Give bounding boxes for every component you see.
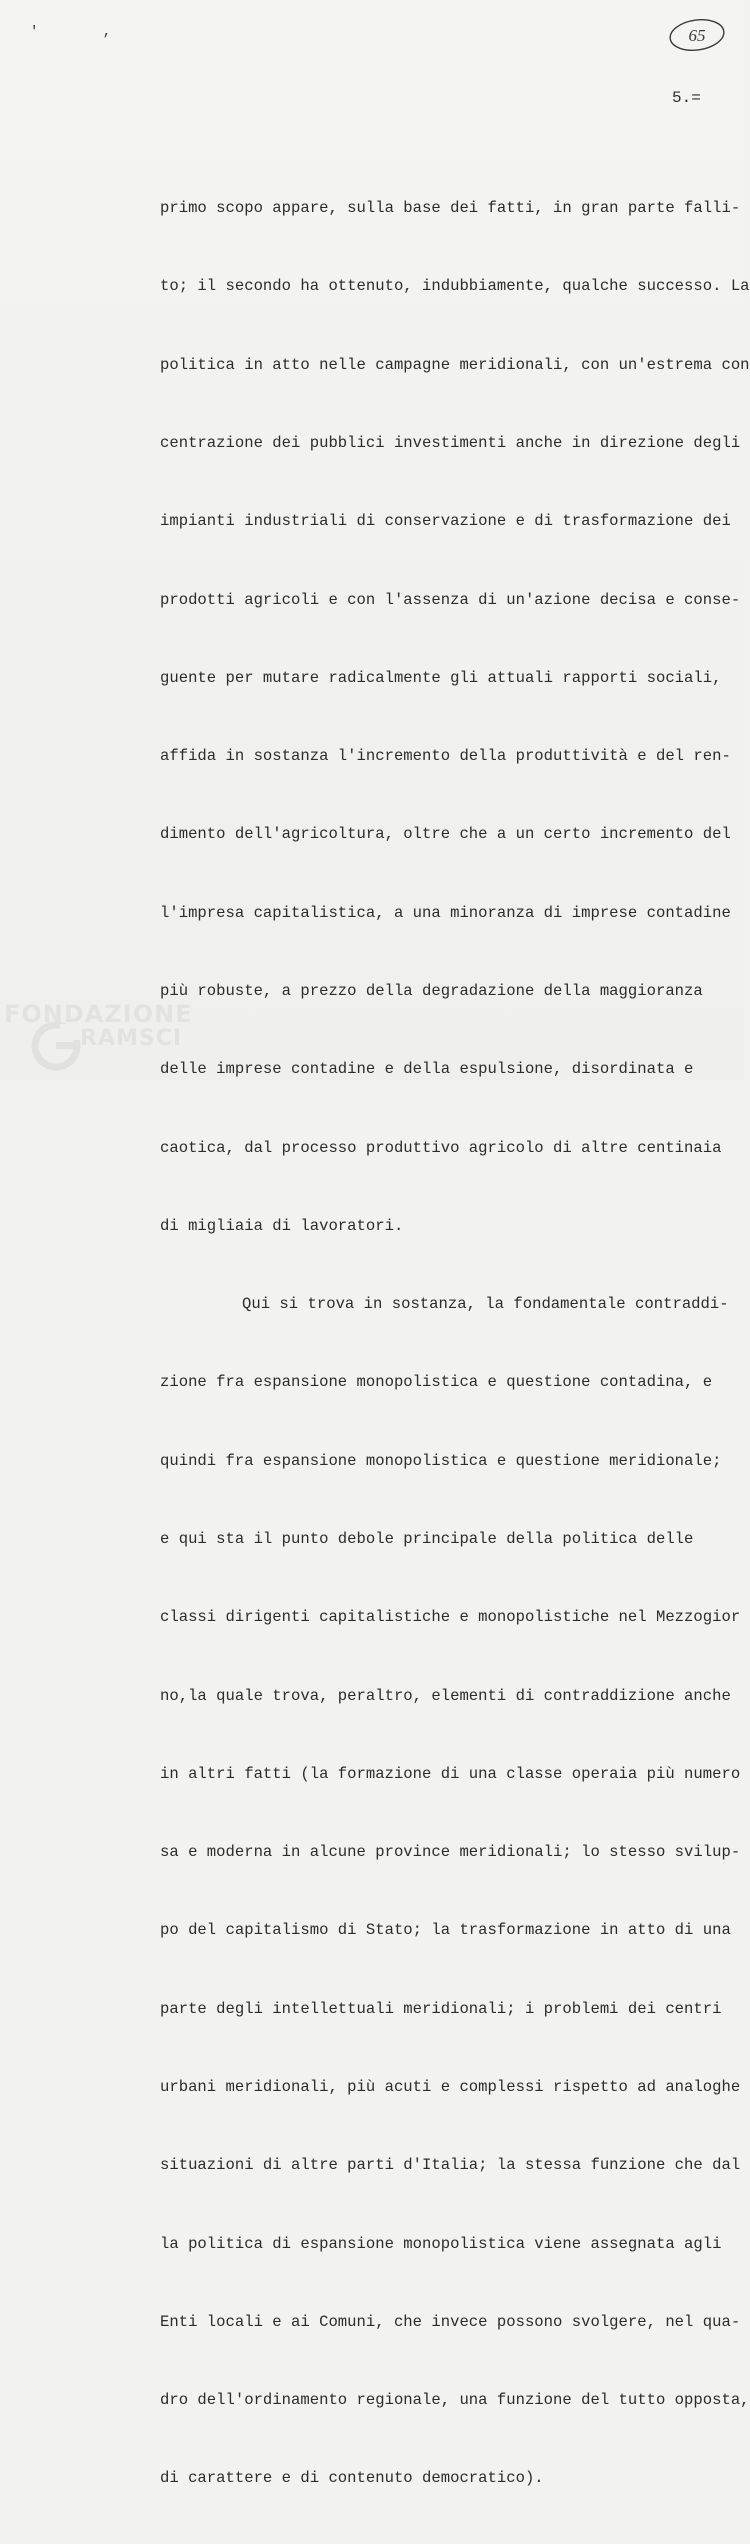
text-line: dro dell'ordinamento regionale, una funzione del tutto opposta, — [160, 2391, 750, 2410]
text-line: po del capitalismo di Stato; la trasformazione in atto di una — [160, 1921, 731, 1940]
text-line: zione fra espansione monopolistica e questione contadina, e — [160, 1373, 713, 1392]
text-line: classi dirigenti capitalistiche e monopolistiche nel Mezzogior — [160, 1608, 741, 1627]
text-line: urbani meridionali, più acuti e complessi rispetto ad analoghe — [160, 2077, 741, 2096]
text-line: impianti industriali di conservazione e di trasformazione dei — [160, 512, 731, 531]
typewritten-body — [160, 143, 750, 2544]
fondazione-gramsci-watermark — [2, 990, 202, 1080]
text-line: quindi fra espansione monopolistica e questione meridionale; — [160, 1451, 722, 1470]
corner-marks: ' , — [30, 24, 140, 40]
text-line: più robuste, a prezzo della degradazione della maggioranza — [160, 982, 703, 1000]
text-line: dimento dell'agricoltura, oltre che a un certo incremento del — [160, 825, 731, 844]
text-line: delle imprese contadine e della espulsione, disordinata e — [160, 1060, 694, 1079]
paragraph-start-line: Qui si trova in sostanza, la fondamentale contraddi- — [242, 1295, 729, 1314]
text-line: Enti locali e ai Comuni, che invece possono svolgere, nel qua- — [160, 2312, 741, 2331]
text-line: to; il secondo ha ottenuto, indubbiamente, qualche successo. La — [160, 277, 750, 296]
text-line: la politica di espansione monopolistica viene assegnata agli — [160, 2234, 722, 2253]
text-line: primo scopo appare, sulla base dei fatti, in gran parte falli- — [160, 199, 741, 218]
text-line: di migliaia di lavoratori. — [160, 1216, 404, 1235]
text-line: affida in sostanza l'incremento della produttività e del ren- — [160, 747, 731, 766]
text-line: caotica, dal processo produttivo agricolo di altre centinaia — [160, 1138, 722, 1157]
text-line: di carattere e di contenuto democratico). — [160, 2469, 544, 2488]
archive-stamp-number: 65 — [688, 26, 706, 45]
text-line: e qui sta il punto debole principale della politica delle — [160, 1529, 694, 1548]
watermark-top-text: FONDAZIONE — [4, 1000, 193, 1028]
text-line: l'impresa capitalistica, a una minoranza di imprese contadine — [160, 903, 731, 922]
text-line: in altri fatti (la formazione di una classe operaia più numero — [160, 1764, 741, 1783]
text-line: politica in atto nelle campagne meridionali, con un'estrema con — [160, 355, 750, 374]
text-line: parte degli intellettuali meridionali; i problemi dei centri — [160, 1999, 722, 2018]
page-number: 5.= — [672, 89, 701, 107]
text-line: no,la quale trova, peraltro, elementi di contraddizione anche — [160, 1686, 731, 1705]
text-line: situazioni di altre parti d'Italia; la stessa funzione che dal — [160, 2156, 741, 2175]
text-line: guente per mutare radicalmente gli attuali rapporti sociali, — [160, 668, 722, 687]
watermark-bottom-text: RAMSCI — [80, 1026, 183, 1051]
text-line: prodotti agricoli e con l'assenza di un'azione decisa e conse- — [160, 590, 741, 609]
text-line: centrazione dei pubblici investimenti anche in direzione degli — [160, 434, 741, 453]
archive-stamp-icon — [666, 14, 728, 54]
text-line: sa e moderna in alcune province meridionali; lo stesso svilup- — [160, 1843, 741, 1862]
